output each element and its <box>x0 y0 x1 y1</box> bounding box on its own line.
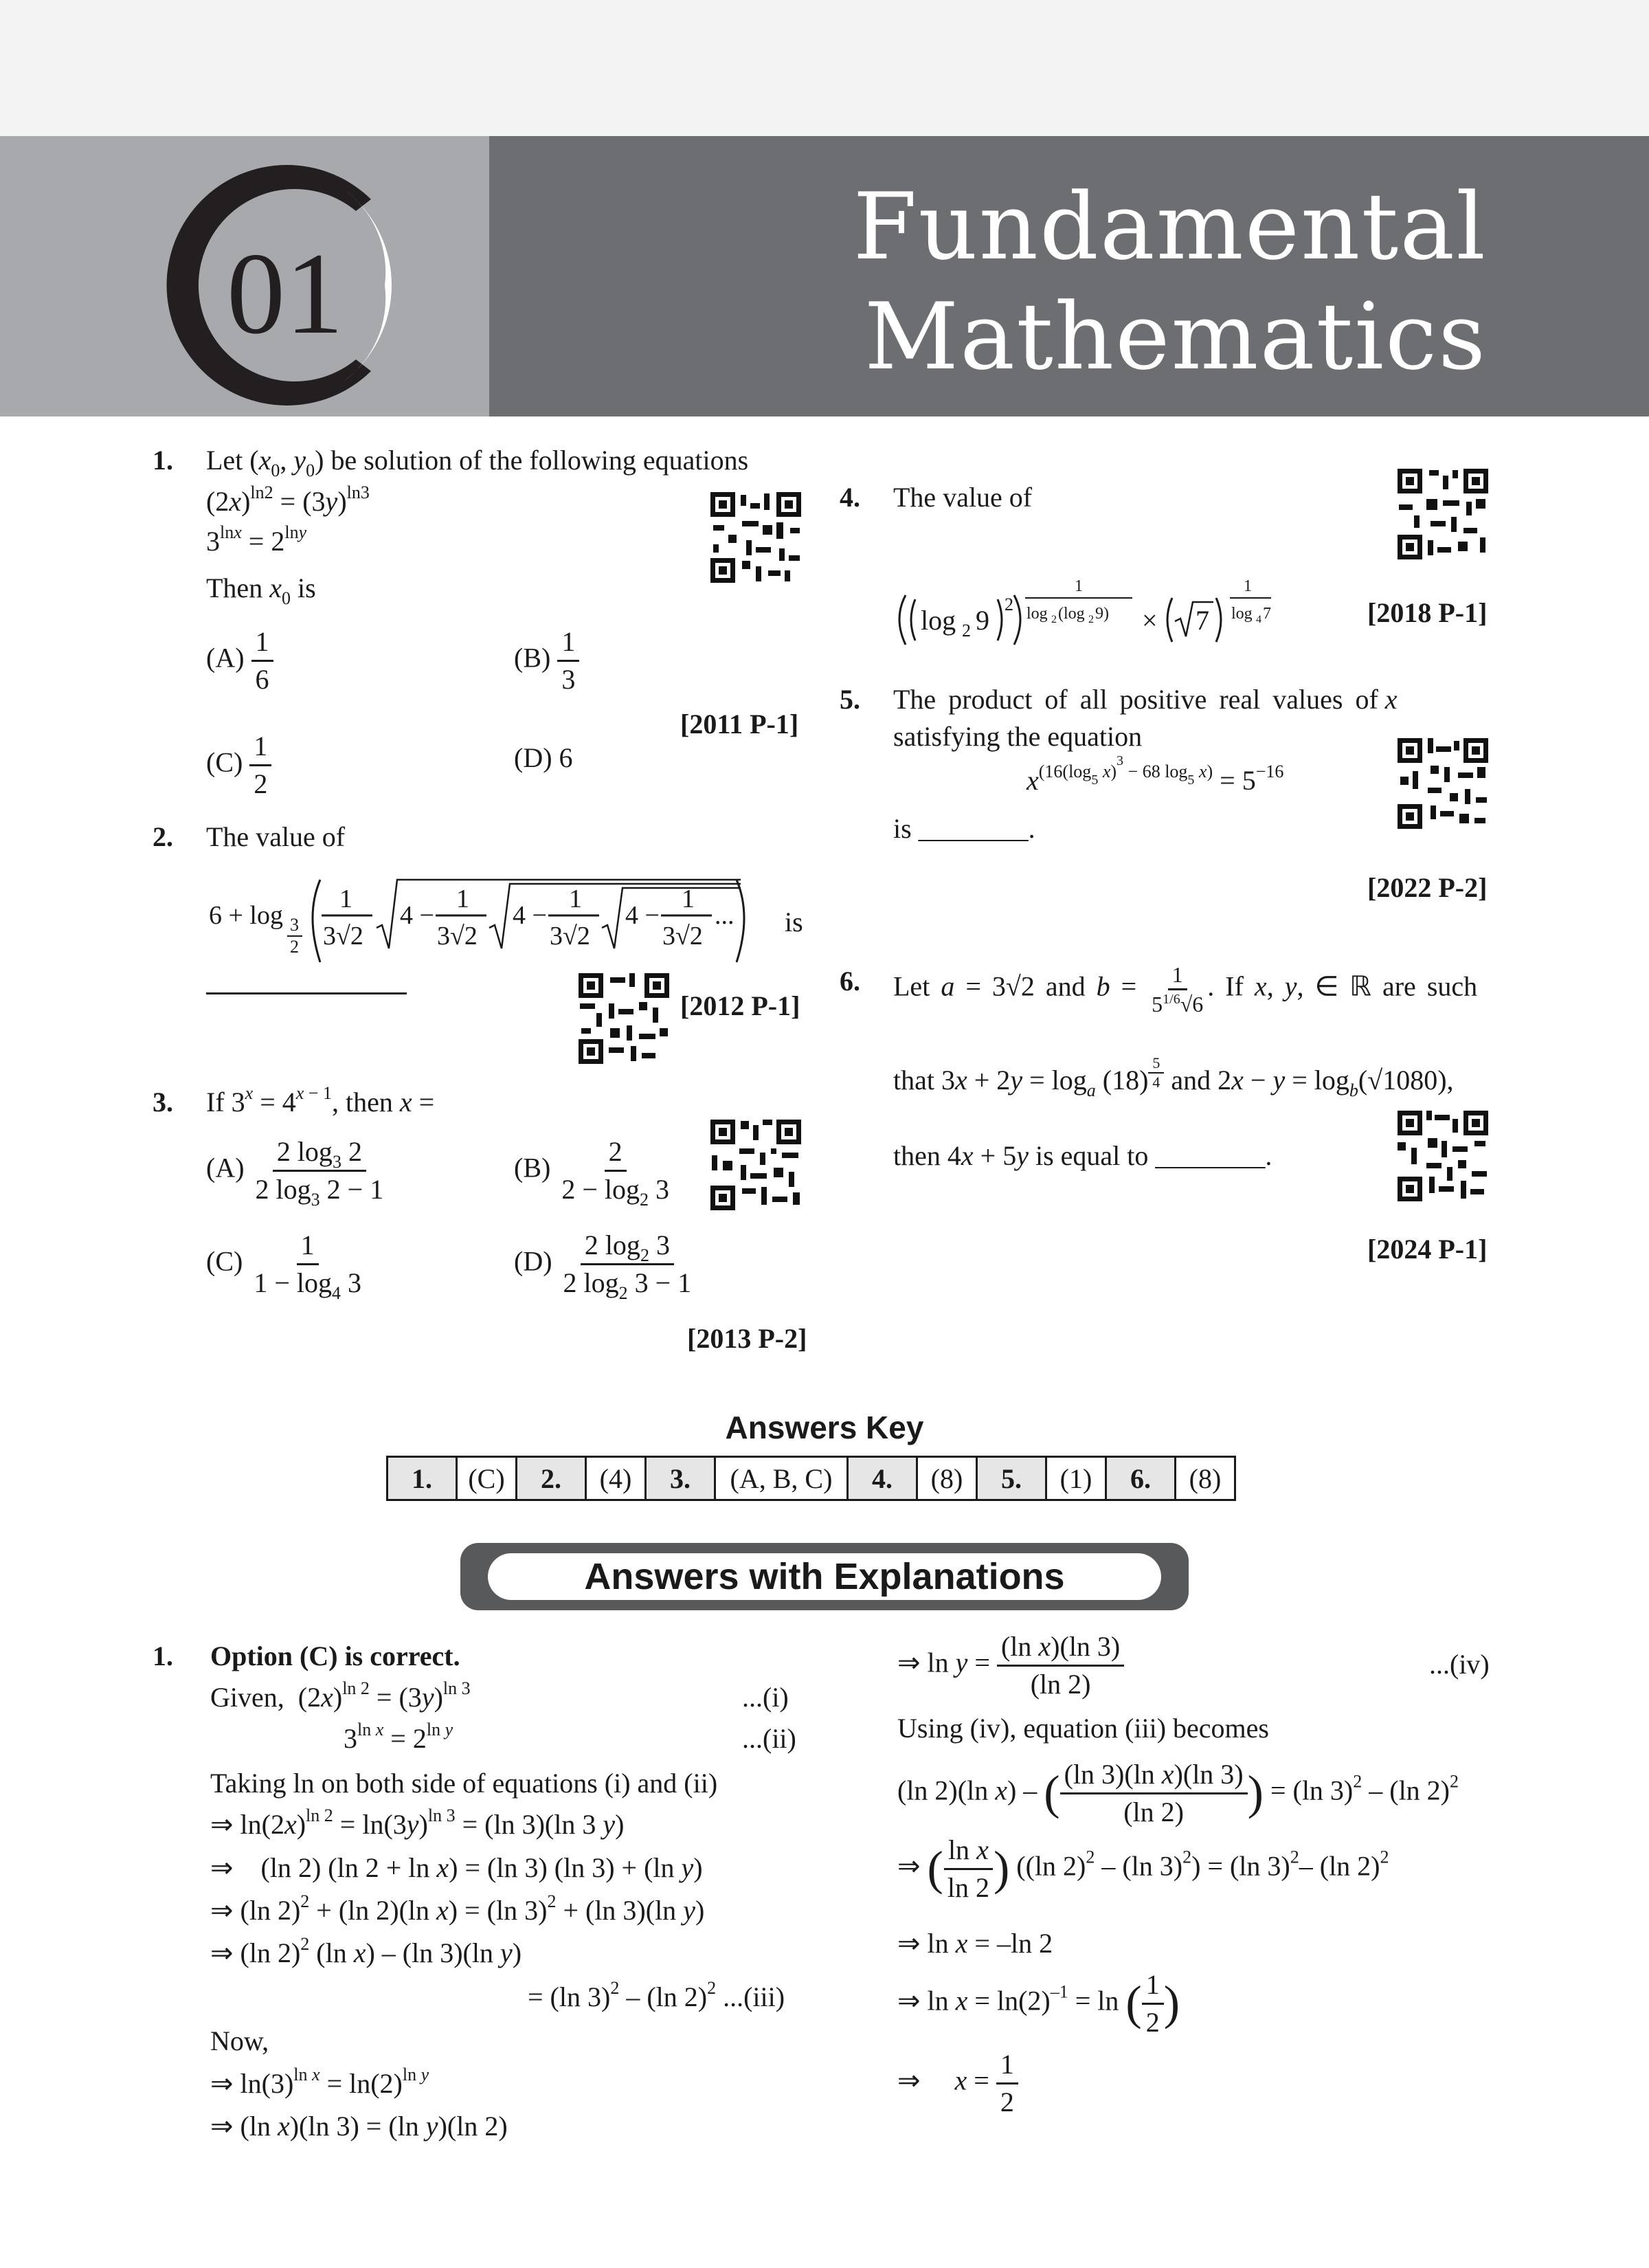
svg-text:7: 7 <box>1196 605 1209 636</box>
question-6 <box>840 961 860 1002</box>
explanation-step-5: = (ln 3)$^2$ – (ln 2)$^2$ ...(iii) <box>528 1978 785 2012</box>
chapter-title-line2: Mathematics <box>864 283 1487 390</box>
question-1-option-b[interactable]: (B) $\frac{1}{3}$ <box>514 624 579 698</box>
explanation-eq-ii: $3^{ln x} = 2^{ln y}$ <box>344 1720 453 1754</box>
question-5-equation: $x^{(16(log_5 x)^3 - 68 log_5 x)} = 5^{-16}$ <box>1027 753 1284 796</box>
answers-key-table <box>386 1456 1236 1501</box>
option-label: (B) <box>514 1152 551 1183</box>
explanation-step-6: ⇒ $\ln(3)^{ln x} = \ln(2)^{ln y}$ <box>210 2065 429 2099</box>
svg-text:4 −: 4 − <box>400 901 434 930</box>
ref-i: ...(i) <box>742 1682 789 1713</box>
question-1-option-d[interactable]: (D) 6 <box>514 742 573 773</box>
svg-text:3√2: 3√2 <box>550 922 590 950</box>
svg-text:log: log <box>921 605 956 636</box>
qr-code-q4 <box>1395 466 1491 562</box>
explanation-step-12: ⇒ $\ln x = \ln(2)^{-1} = \ln$ ( $\frac{1}{2}$ ) <box>897 1967 1180 2041</box>
then-text: Then <box>206 572 263 603</box>
answer-key-qnum: 1. <box>388 1457 457 1500</box>
svg-text:3: 3 <box>290 915 299 935</box>
svg-text:1: 1 <box>1244 577 1252 595</box>
svg-text:2: 2 <box>1088 614 1094 625</box>
question-2 <box>153 816 173 858</box>
svg-text:(log: (log <box>1058 605 1085 623</box>
explanation-step-4: ⇒ (ln 2)$^2$ (ln x) – (ln 3)(ln y) <box>210 1934 522 1968</box>
question-6-line1: Let a = 3√2 and b = $\frac{1}{5^{1/6}√6}$ . If x, y, ∈ ℝ are such <box>893 962 1478 1016</box>
chapter-title <box>853 172 1487 392</box>
question-1-option-a[interactable]: (A) $\frac{1}{6}$ <box>206 624 273 698</box>
and-text: and <box>1171 1064 1211 1096</box>
question-2-answer-blank[interactable] <box>206 992 407 994</box>
svg-text:1: 1 <box>456 885 469 913</box>
question-5-intro-text: The product of all positive real values of <box>893 684 1378 715</box>
then-text: , then <box>331 1087 393 1118</box>
explanation-step-1: ⇒ $\ln(2x)^{ln 2} = \ln(3y)^{ln 3} = (\ln$ 3)(ln 3 y) <box>210 1805 625 1840</box>
question-1-then: Then $x_0$ is <box>206 572 316 608</box>
then-text: then <box>893 1140 941 1171</box>
option-label: (D) <box>514 1245 552 1277</box>
question-number: 6. <box>840 966 860 997</box>
question-number: 1. <box>153 445 173 476</box>
explanation-step-9: (ln 2)(ln x) – ( $\frac{\text{(ln 3)(ln x)(ln 3)}}{(\ln 2)}$ ) = (ln 3)$^2$ – (ln 2)$^2$ <box>897 1757 1459 1830</box>
explanation-step-3: ⇒ (ln 2)$^2$ + (ln 2)(ln x) = (ln 3)$^2$ + (ln 3)(ln y) <box>210 1891 705 1926</box>
answer-key-qnum: 2. <box>517 1457 586 1500</box>
question-2-is: is <box>785 907 803 937</box>
question-1-tag: [2011 P-1] <box>680 709 799 740</box>
explanations-banner-title: Answers with Explanations <box>488 1553 1161 1600</box>
svg-text:2: 2 <box>290 937 299 957</box>
answers-key-title: Answers Key <box>725 1410 924 1445</box>
chapter-title-line1: Fundamental <box>853 173 1487 280</box>
question-6-line2: that $3x + 2y = \log_a (18)$ $^{\frac{5}{4}}$ and $2x - y = \log_b(√1080)$, <box>893 1054 1454 1100</box>
svg-text:2: 2 <box>1051 614 1057 625</box>
question-1 <box>153 440 173 481</box>
question-3-tag: [2013 P-2] <box>687 1323 807 1354</box>
qr-code-q5 <box>1395 735 1491 832</box>
svg-text:3√2: 3√2 <box>437 922 478 950</box>
explanation-1-heading: Option (C) is correct. <box>210 1641 460 1671</box>
given-text: Given, <box>210 1682 284 1713</box>
ref-iii: ...(iii) <box>723 1981 785 2012</box>
that-text: that <box>893 1064 934 1096</box>
svg-text:9): 9) <box>1095 605 1109 623</box>
answer-key-value: (1) <box>1046 1457 1106 1500</box>
question-3 <box>153 1082 173 1123</box>
such-text: are such <box>1382 970 1478 1002</box>
explanation-step-11: ⇒ ln x = –ln 2 <box>897 1928 1053 1959</box>
question-1-eq1: $(2x)^{ln2} = (3y)^{ln3}$ <box>206 482 370 517</box>
question-2-tag: [2012 P-1] <box>680 990 800 1021</box>
and-text: and <box>1045 970 1086 1002</box>
svg-text:1: 1 <box>569 885 582 913</box>
answer-key-qnum: 6. <box>1106 1457 1176 1500</box>
ref-iv: ...(iv) <box>1429 1649 1490 1680</box>
question-number: 4. <box>840 482 860 513</box>
svg-text:9: 9 <box>976 605 989 636</box>
answer-key-value: (C) <box>457 1457 517 1500</box>
top-band <box>0 0 1649 136</box>
question-number: 5. <box>840 684 860 715</box>
svg-text:1: 1 <box>339 885 352 913</box>
equal-text: is equal to ________. <box>1035 1140 1272 1171</box>
option-label: (A) <box>206 1152 245 1183</box>
qr-code-q3 <box>708 1117 804 1213</box>
option-label: (A) <box>206 642 245 674</box>
svg-text:1: 1 <box>1075 577 1083 595</box>
let-text: Let <box>893 970 930 1002</box>
explanation-using: Using (iv), equation (iii) becomes <box>897 1713 1269 1744</box>
question-number: 2. <box>153 821 173 852</box>
svg-text:6 + log: 6 + log <box>209 901 283 930</box>
explanation-step-2: ⇒ (ln 2) (ln 2 + ln x) = (ln 3) (ln 3) + (ln y) <box>210 1852 703 1883</box>
question-3-stem: If $3^x = 4^{x - 1}$, then x = <box>206 1083 435 1118</box>
answer-key-qnum: 5. <box>977 1457 1046 1500</box>
question-6-line3: then 4x + 5y is equal to ________. <box>893 1140 1272 1171</box>
question-5-intro: The product of all positive real values of x <box>893 684 1398 715</box>
question-1-intro: Let ($x_0$, $y_0$) be solution of the following equations <box>206 445 749 480</box>
question-3-option-a[interactable]: (A) $\frac{2 \log_3 2}{2 \log_3 2 - 1}$ <box>206 1134 388 1208</box>
question-3-option-b[interactable]: (B) $\frac{2}{2 - \log_2 3}$ <box>514 1134 673 1208</box>
svg-text:3√2: 3√2 <box>662 922 703 950</box>
question-3-option-c[interactable]: (C) $\frac{1}{1 - \log_4 3}$ <box>206 1227 366 1301</box>
chapter-number: 01 <box>227 229 344 358</box>
question-5-is: is ________. <box>893 813 1035 844</box>
if-text: . If <box>1207 970 1244 1002</box>
svg-text:log: log <box>1231 605 1253 623</box>
svg-text:log: log <box>1027 605 1048 623</box>
explanation-now: Now, <box>210 2025 269 2056</box>
question-4-intro: The value of <box>893 482 1033 513</box>
explanation-taking: Taking ln on both side of equations (i) and (ii) <box>210 1768 718 1799</box>
option-label: (B) <box>514 642 551 674</box>
svg-text:4 −: 4 − <box>513 901 547 930</box>
svg-text:×: × <box>1142 605 1158 636</box>
svg-text:2: 2 <box>1005 594 1013 614</box>
answers-key-row <box>388 1457 1235 1500</box>
qr-code-q1 <box>708 489 804 586</box>
svg-text:3√2: 3√2 <box>323 922 363 950</box>
svg-text:2: 2 <box>962 621 971 641</box>
answer-key-value: (4) <box>586 1457 646 1500</box>
question-4-expression <box>890 570 1316 660</box>
answer-key-qnum: 3. <box>646 1457 715 1500</box>
question-1-option-c[interactable]: (C) $\frac{1}{2}$ <box>206 729 271 802</box>
explanation-step-8: ⇒ ln y = $\frac{\text{(ln x)(ln 3)}}{(\ln 2)}$ <box>897 1629 1124 1702</box>
ref-ii: ...(ii) <box>742 1723 796 1754</box>
question-number: 3. <box>153 1087 173 1118</box>
explanation-step-7: ⇒ (ln x)(ln 3) = (ln y)(ln 2) <box>210 2111 508 2142</box>
answer-key-value: (8) <box>917 1457 977 1500</box>
qr-code-q6 <box>1395 1108 1491 1204</box>
svg-text:1: 1 <box>682 885 695 913</box>
qr-code-q2 <box>576 970 672 1067</box>
is-text: is <box>297 572 316 603</box>
question-3-option-d[interactable]: (D) $\frac{2 \log_2 3}{2 \log_2 3 - 1}$ <box>514 1227 695 1301</box>
question-4 <box>840 477 860 518</box>
question-4-tag: [2018 P-1] <box>1367 597 1488 628</box>
question-6-tag: [2024 P-1] <box>1367 1234 1488 1265</box>
question-5-tag: [2022 P-2] <box>1367 872 1488 903</box>
question-2-expression <box>205 859 754 976</box>
answer-key-value: (8) <box>1176 1457 1235 1500</box>
svg-text:7: 7 <box>1263 605 1271 623</box>
explanation-step-10: ⇒ ( $\frac{\text{ln x}}{\ln 2}$ ) ((ln 2)$^2$ – (ln 3)$^2$) = (ln 3)$^2$– (ln 2)$^2$ <box>897 1832 1389 1906</box>
question-2-intro: The value of <box>206 821 346 852</box>
svg-text:4 −: 4 − <box>625 901 660 930</box>
answer-key-value: (A, B, C) <box>715 1457 848 1500</box>
question-5-intro2: satisfying the equation <box>893 721 1143 752</box>
svg-text:...: ... <box>715 901 734 930</box>
option-label: (C) <box>206 746 243 778</box>
question-5 <box>840 679 860 720</box>
explanation-1-number: 1. <box>153 1641 173 1671</box>
explanation-given: Given, $(2x)^{ln 2} = (3y)^{ln 3}$ <box>210 1678 471 1713</box>
svg-text:4: 4 <box>1256 614 1261 625</box>
question-1-intro-text: be solution of the following equations <box>330 445 749 476</box>
answer-key-qnum: 4. <box>848 1457 917 1500</box>
option-label: (C) <box>206 1245 243 1277</box>
question-1-eq2: $3^{lnx} = 2^{lny}$ <box>206 522 307 557</box>
explanation-step-13: ⇒ x = $\frac{1}{2}$ <box>897 2047 1018 2120</box>
